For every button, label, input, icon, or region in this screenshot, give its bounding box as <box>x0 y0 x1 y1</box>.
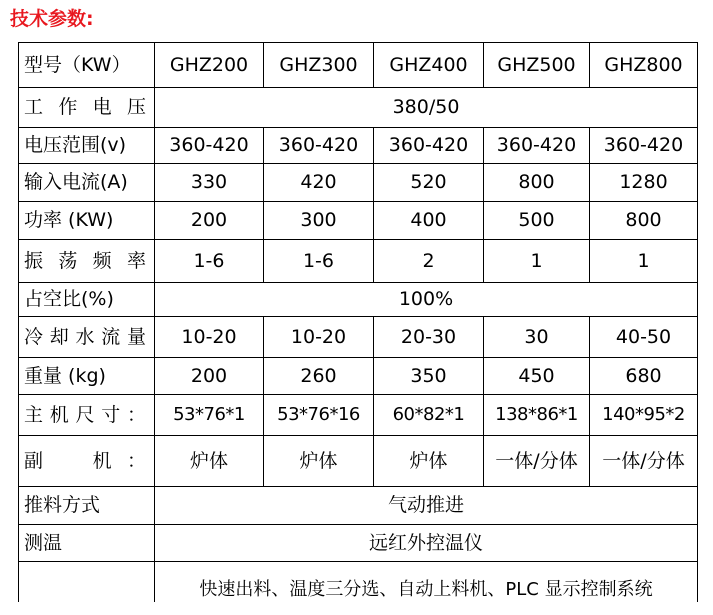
table-cell: 炉体 <box>264 436 374 487</box>
table-cell: 20-30 <box>374 317 484 358</box>
table-cell: 400 <box>374 202 484 240</box>
table-cell: 200 <box>155 358 264 395</box>
table-cell: 800 <box>590 202 698 240</box>
table-cell: 1-6 <box>155 240 264 283</box>
table-cell: 53*76*1 <box>155 395 264 436</box>
table-cell: 1280 <box>590 164 698 202</box>
row-label-power: 功率 (KW) <box>19 202 155 240</box>
table-cell: 2 <box>374 240 484 283</box>
table-row-weight <box>19 358 698 395</box>
table-cell: 420 <box>264 164 374 202</box>
table-cell: 200 <box>155 202 264 240</box>
table-cell: 360-420 <box>590 128 698 164</box>
column-header: GHZ200 <box>155 43 264 88</box>
column-header: GHZ300 <box>264 43 374 88</box>
column-header: GHZ400 <box>374 43 484 88</box>
column-header: GHZ800 <box>590 43 698 88</box>
table-row-host-size <box>19 395 698 436</box>
table-row-power <box>19 202 698 240</box>
row-label-voltage: 工作电压 <box>19 88 155 128</box>
row-label-weight: 重量 (kg) <box>19 358 155 395</box>
table-cell: 140*95*2 <box>590 395 698 436</box>
table-cell: 450 <box>484 358 590 395</box>
table-cell: 330 <box>155 164 264 202</box>
column-header: GHZ500 <box>484 43 590 88</box>
table-cell: 30 <box>484 317 590 358</box>
table-cell: 360-420 <box>264 128 374 164</box>
page-heading: 技术参数: <box>10 8 94 30</box>
features-value: 快速出料、温度三分选、自动上料机、PLC 显示控制系统 <box>155 562 698 602</box>
table-cell: 260 <box>264 358 374 395</box>
row-label-host-size: 主机尺寸： <box>19 395 155 436</box>
row-label-model: 型号（KW） <box>19 43 155 88</box>
table-row-voltage-range <box>19 128 698 164</box>
table-cell: 1 <box>590 240 698 283</box>
table-cell: 360-420 <box>155 128 264 164</box>
table-cell: 炉体 <box>374 436 484 487</box>
table-cell: 一体/分体 <box>590 436 698 487</box>
row-label-temp-measure: 测温 <box>19 525 155 562</box>
table-cell: 一体/分体 <box>484 436 590 487</box>
feeding-value: 气动推进 <box>155 487 698 525</box>
temp-measure-value: 远红外控温仪 <box>155 525 698 562</box>
row-label-feeding: 推料方式 <box>19 487 155 525</box>
table-cell: 680 <box>590 358 698 395</box>
duty-cycle-value: 100% <box>155 283 698 317</box>
table-cell: 300 <box>264 202 374 240</box>
table-row-duty-cycle <box>19 283 698 317</box>
table-cell: 炉体 <box>155 436 264 487</box>
table-row-model <box>19 43 698 88</box>
table-row-features <box>19 562 698 602</box>
table-cell: 138*86*1 <box>484 395 590 436</box>
row-label-input-current: 输入电流(A) <box>19 164 155 202</box>
specs-table <box>18 42 698 602</box>
table-row-cooling-water <box>19 317 698 358</box>
features-label-empty <box>19 562 155 602</box>
table-cell: 500 <box>484 202 590 240</box>
row-label-cooling-water: 冷却水流量 <box>19 317 155 358</box>
table-row-frequency <box>19 240 698 283</box>
row-label-frequency: 振荡频率 <box>19 240 155 283</box>
row-label-voltage-range: 电压范围(v) <box>19 128 155 164</box>
table-row-input-current <box>19 164 698 202</box>
table-cell: 1 <box>484 240 590 283</box>
voltage-value: 380/50 <box>155 88 698 128</box>
table-row-voltage <box>19 88 698 128</box>
table-cell: 10-20 <box>155 317 264 358</box>
table-cell: 360-420 <box>484 128 590 164</box>
table-cell: 53*76*16 <box>264 395 374 436</box>
row-label-aux-unit: 副 机： <box>19 436 155 487</box>
table-cell: 10-20 <box>264 317 374 358</box>
table-row-feeding <box>19 487 698 525</box>
table-cell: 800 <box>484 164 590 202</box>
table-row-aux-unit <box>19 436 698 487</box>
table-cell: 360-420 <box>374 128 484 164</box>
table-cell: 60*82*1 <box>374 395 484 436</box>
row-label-duty-cycle: 占空比(%) <box>19 283 155 317</box>
table-cell: 520 <box>374 164 484 202</box>
table-cell: 1-6 <box>264 240 374 283</box>
table-cell: 40-50 <box>590 317 698 358</box>
table-row-temp-measure <box>19 525 698 562</box>
table-cell: 350 <box>374 358 484 395</box>
